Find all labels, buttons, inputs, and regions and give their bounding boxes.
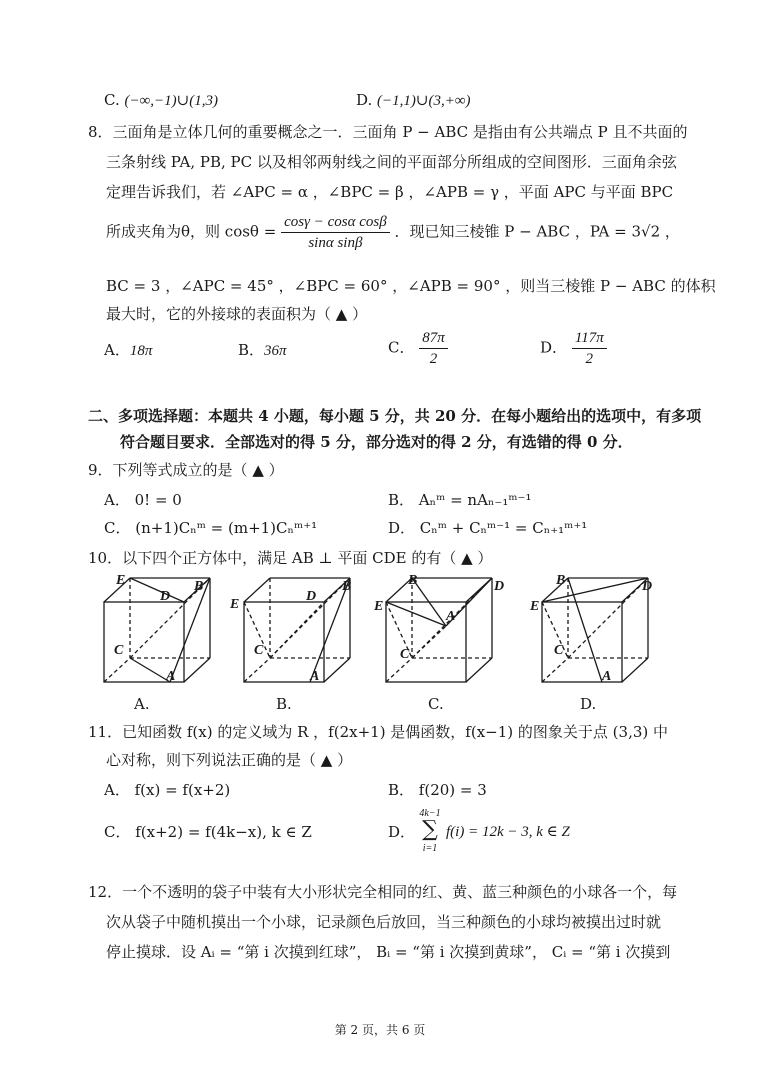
q8-line-4	[106, 212, 680, 253]
q8-option-d: D． $\frac{117\pi}{2}$	[540, 328, 607, 369]
cube-b	[244, 578, 350, 682]
cube-b-label-d: D	[306, 589, 317, 604]
cos-theta-numerator: cosγ − cosα cosβ	[281, 212, 390, 233]
q11-option-b: B． f(20) = 3	[388, 781, 487, 799]
q9-option-d: D． Cₙᵐ + Cₙᵐ⁻¹ = Cₙ₊₁ᵐ⁺¹	[388, 519, 588, 537]
q8-option-b: B．36π	[238, 341, 287, 359]
cube-d-label-e: E	[530, 599, 540, 614]
q8-option-a: A．18π	[104, 341, 153, 359]
q7-option-c: C. (−∞,−1)∪(1,3)	[104, 91, 218, 109]
q8-line-4-post: ．现已知三棱锥 P − ABC ，PA = 3√2 ，	[394, 222, 680, 241]
q12-line-2: 次从袋子中随机摸出一个小球，记录颜色后放回，当三种颜色的小球均被摸出过时就	[106, 913, 662, 931]
cube-c-label-d: D	[494, 579, 505, 594]
q8-line-1: 8．三面角是立体几何的重要概念之一．三面角 P − ABC 是指由有公共端点 P 且不共面的	[88, 123, 688, 141]
cube-b-label-a: A	[310, 669, 320, 684]
q10-stem: 10．以下四个正方体中，满足 AB ⊥ 平面 CDE 的有（ ▲ ）	[88, 549, 493, 567]
q9-stem: 9．下列等式成立的是（ ▲ ）	[88, 461, 284, 479]
cube-d-label-c: C	[554, 643, 564, 658]
cube-d	[542, 578, 648, 682]
cube-a-label-a: A	[166, 669, 176, 684]
cube-c	[386, 578, 492, 682]
q9-option-b: B． Aₙᵐ = nAₙ₋₁ᵐ⁻¹	[388, 491, 532, 509]
q8-line-2: 三条射线 PA, PB, PC 以及相邻两射线之间的平面部分所组成的空间图形．三面角余弦	[106, 153, 677, 171]
q8-option-c: C． $\frac{87\pi}{2}$	[388, 328, 448, 369]
q12-line-1: 12．一个不透明的袋子中装有大小形状完全相同的红、黄、蓝三种颜色的小球各一个，每	[88, 883, 678, 901]
q11-option-d: D．	[388, 823, 416, 841]
cos-theta-fraction	[281, 212, 390, 253]
q9-option-a: A． 0! = 0	[104, 491, 182, 509]
q12-line-3: 停止摸球．设 Aᵢ = “第 i 次摸到红球”， Bᵢ = “第 i 次摸到黄球”， Cᵢ = “第 i 次摸到	[106, 943, 671, 961]
q7-option-d: D. (−1,1)∪(3,+∞)	[356, 91, 471, 109]
q11-option-d-expr: f(i) = 12k − 3, k ∈ Z	[446, 824, 570, 840]
cube-b-label-c: C	[254, 643, 264, 658]
cube-c-label-c: C	[400, 647, 410, 662]
section-2-instructions: 符合题目要求．全部选对的得 5 分，部分选对的得 2 分，有选错的得 0 分．	[120, 433, 633, 451]
q11-option-c: C． f(x+2) = f(4k−x), k ∈ Z	[104, 823, 312, 841]
cos-theta-denominator: sinα sinβ	[308, 235, 363, 251]
q11-line-2: 心对称，则下列说法正确的是（ ▲ ）	[106, 751, 353, 769]
cube-d-label-a: A	[602, 669, 612, 684]
sum-upper-limit: 4k−1	[419, 808, 441, 819]
q10-caption-b: B.	[276, 695, 292, 713]
cube-a-label-b: B	[194, 579, 204, 594]
cube-a-label-d: D	[160, 589, 171, 604]
q9-option-c: C． (n+1)Cₙᵐ = (m+1)Cₙᵐ⁺¹	[104, 519, 318, 537]
cube-b-label-e: E	[230, 597, 240, 612]
cube-d-label-b: B	[556, 573, 566, 588]
page-footer: 第 2 页，共 6 页	[334, 1023, 426, 1037]
cube-c-label-b: B	[408, 573, 418, 588]
sigma-icon: ∑	[422, 817, 438, 842]
q10-cube-figures	[90, 570, 690, 720]
q8-line-6: 最大时，它的外接球的表面积为（ ▲ ）	[106, 305, 368, 323]
sum-lower-limit: i=1	[422, 843, 438, 854]
cube-c-label-e: E	[374, 599, 384, 614]
q8-line-4-pre: 所成夹角为θ，则 cosθ =	[106, 222, 277, 241]
cube-a-label-e: E	[116, 573, 126, 588]
q8-line-5: BC = 3 ，∠APC = 45° ，∠BPC = 60° ，∠APB = 90° ，则当三棱锥 P − ABC 的体积	[106, 277, 716, 295]
q8-line-3: 定理告诉我们，若 ∠APC = α ，∠BPC = β ，∠APB = γ ，平面 APC 与平面 BPC	[106, 183, 674, 201]
q10-caption-a: A.	[134, 695, 150, 713]
cube-d-label-d: D	[642, 579, 653, 594]
cube-c-label-a: A	[446, 609, 456, 624]
q10-caption-c: C.	[428, 695, 444, 713]
cube-a-label-c: C	[114, 643, 124, 658]
section-2-heading: 二、多项选择题：本题共 4 小题，每小题 5 分，共 20 分．在每小题给出的选项中，有多项	[88, 407, 702, 425]
q10-caption-d: D.	[580, 695, 597, 713]
cube-b-label-b: B	[342, 579, 352, 594]
q11-line-1: 11．已知函数 f(x) 的定义域为 R ，f(2x+1) 是偶函数，f(x−1) 的图象关于点 (3,3) 中	[88, 723, 668, 741]
q11-option-a: A． f(x) = f(x+2)	[104, 781, 231, 799]
